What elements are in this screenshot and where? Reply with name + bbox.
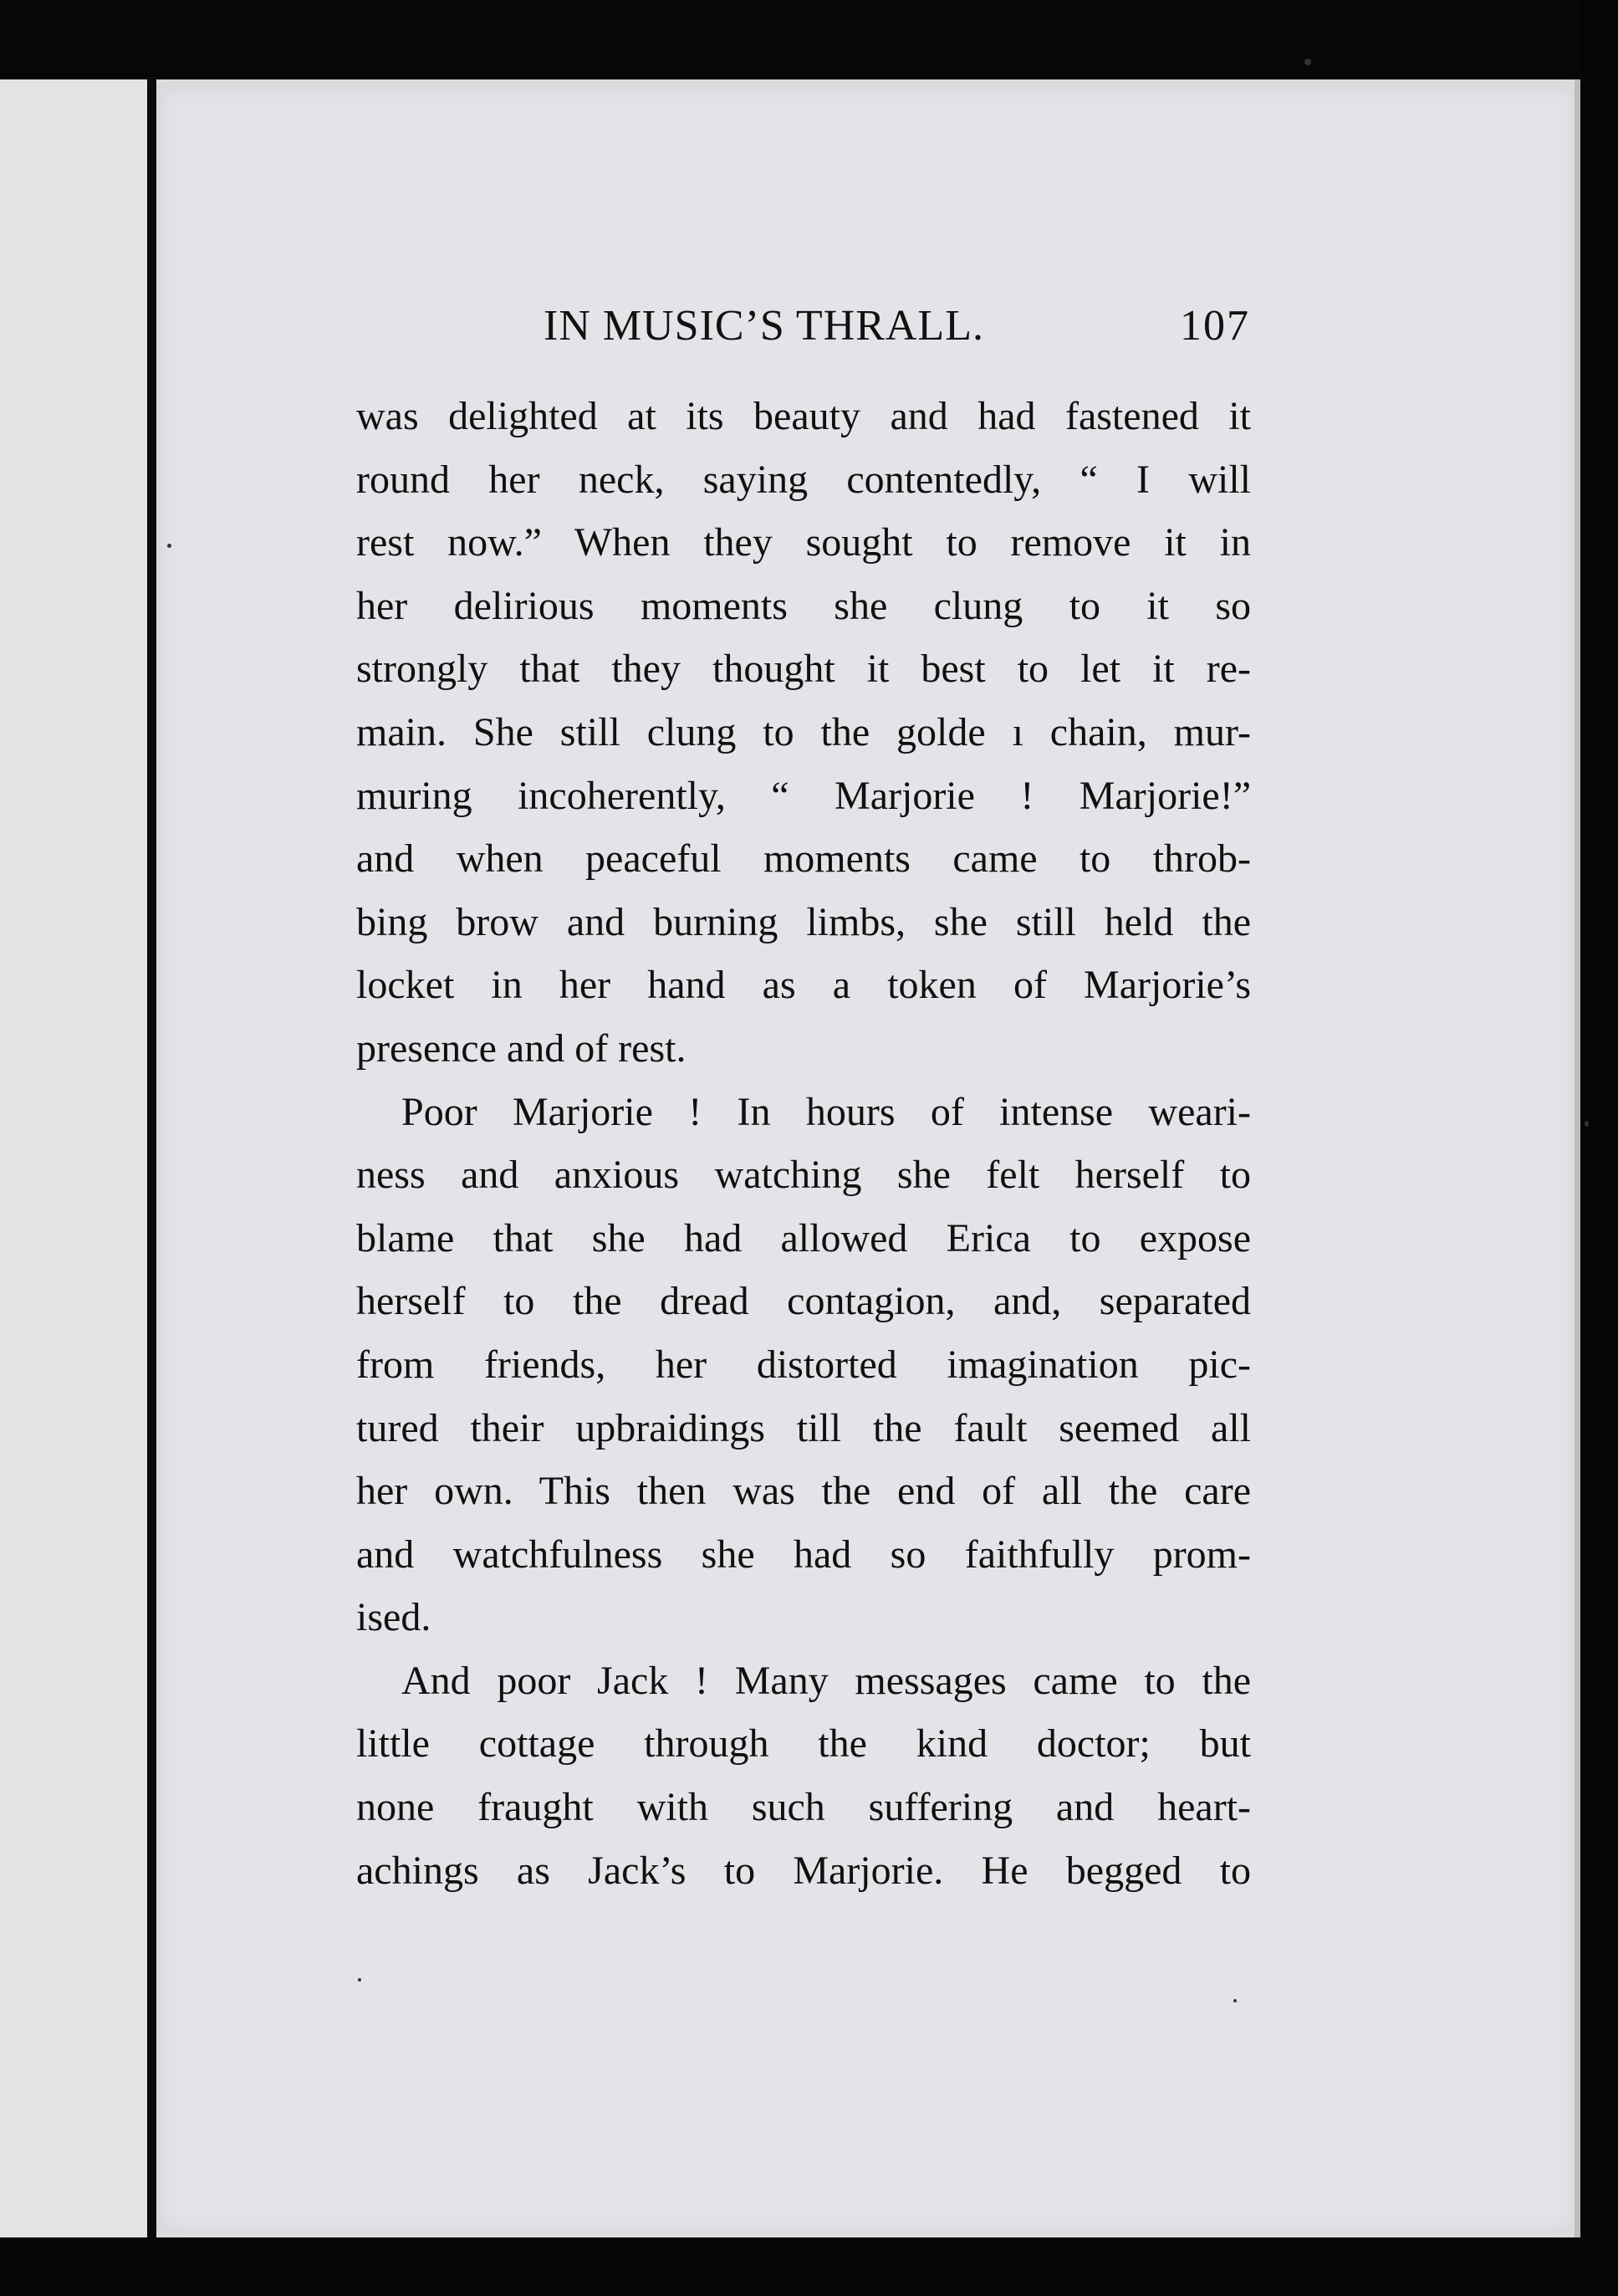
text-line: rest now.” When they sought to remove it in	[356, 520, 1251, 565]
paragraph-3	[356, 1649, 1251, 1902]
book-spine-shadow	[147, 77, 156, 2243]
scan-speck	[1585, 1121, 1589, 1127]
text-line: ness and anxious watching she felt herself to	[356, 1153, 1251, 1198]
text-line: herself to the dread contagion, and, separated	[356, 1279, 1251, 1324]
text-line: her delirious moments she clung to it so	[356, 583, 1251, 628]
text-line: bing brow and burning limbs, she still held the	[356, 899, 1251, 944]
scan-speck	[167, 544, 171, 548]
text-line: muring incoherently, “ Marjorie ! Marjorie!”	[356, 773, 1251, 818]
paragraph-2	[356, 1081, 1251, 1649]
text-line: strongly that they thought it best to let it re-	[356, 647, 1251, 692]
text-line: her own. This then was the end of all the care	[356, 1469, 1251, 1514]
scan-speck	[358, 1978, 361, 1982]
paragraph-1	[356, 385, 1251, 1081]
text-line: round her neck, saying contentedly, “ I will	[356, 457, 1251, 502]
scan-speck	[1233, 1999, 1237, 2002]
body-text	[356, 385, 1251, 1902]
text-line: and watchfulness she had so faithfully prom-	[356, 1532, 1251, 1577]
text-line: from friends, her distorted imagination pic-	[356, 1342, 1251, 1387]
facing-page-edge	[0, 79, 147, 2237]
scan-speck	[1304, 59, 1311, 65]
text-line: And poor Jack ! Many messages came to the	[401, 1658, 1251, 1703]
scan-bottom-border	[0, 2237, 1618, 2296]
scan-top-border	[0, 0, 1618, 79]
text-line: little cottage through the kind doctor; but	[356, 1721, 1251, 1767]
text-line: blame that she had allowed Erica to expose	[356, 1215, 1251, 1260]
text-line: tured their upbraidings till the fault seemed all	[356, 1405, 1251, 1450]
text-line: achings as Jack’s to Marjorie. He begged to	[356, 1848, 1251, 1893]
scan-right-border	[1580, 0, 1618, 2296]
page-right-edge	[1575, 79, 1580, 2237]
running-head	[544, 297, 1250, 355]
text-line: and when peaceful moments came to throb-	[356, 836, 1251, 882]
text-line: Poor Marjorie ! In hours of intense weari-	[401, 1089, 1251, 1134]
page-number: 107	[1180, 302, 1250, 350]
text-line: was delighted at its beauty and had fastened it	[356, 394, 1251, 438]
text-line: none fraught with such suffering and heart-	[356, 1785, 1251, 1830]
text-line: locket in her hand as a token of Marjorie’s	[356, 963, 1251, 1008]
text-line: ised.	[356, 1595, 431, 1640]
text-line: main. She still clung to the golde ı chain, mur-	[356, 709, 1251, 754]
running-head-title: IN MUSIC’S THRALL.	[544, 302, 984, 350]
text-line: presence and of rest.	[356, 1025, 687, 1071]
